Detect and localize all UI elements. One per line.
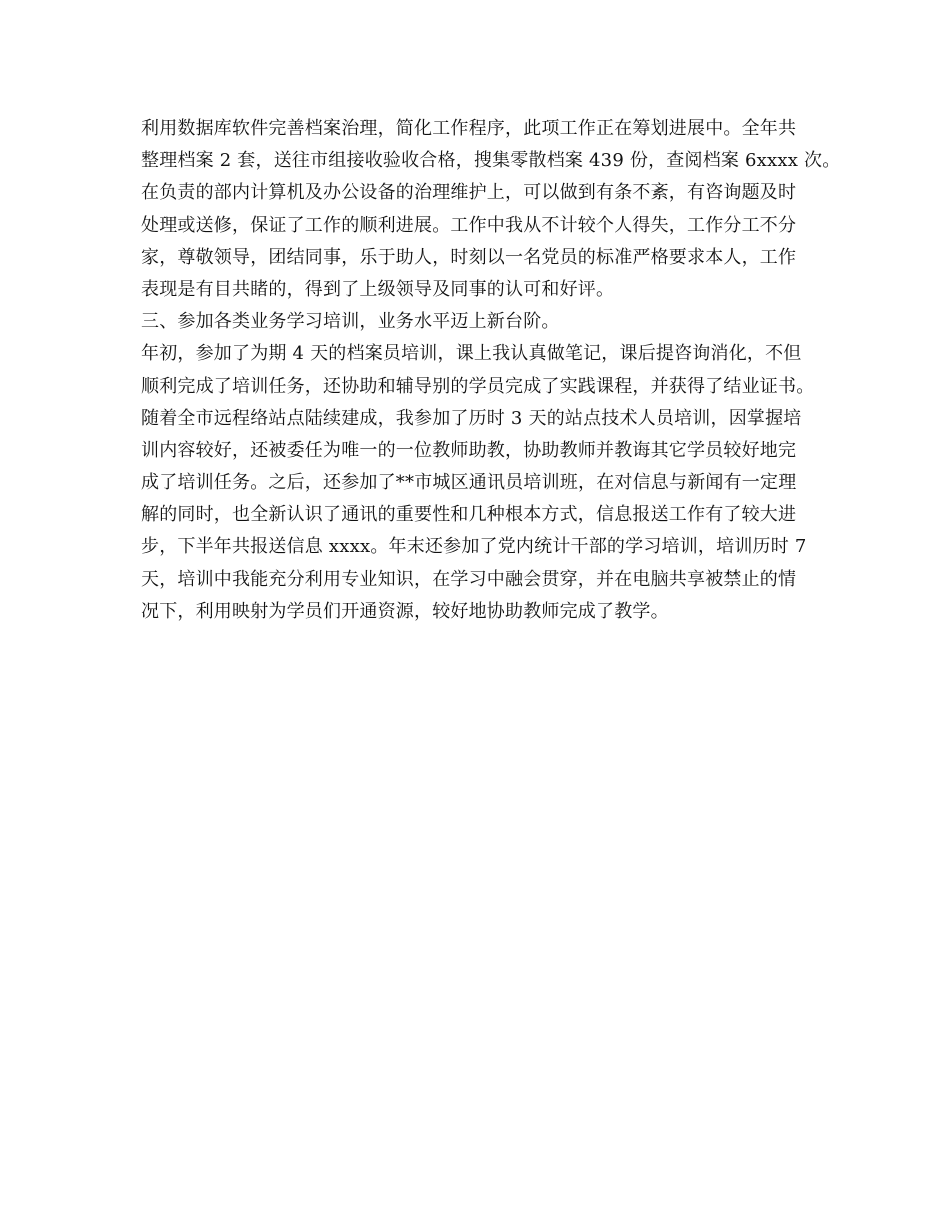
text-line: 处理或送修，保证了工作的顺利进展。工作中我从不计较个人得失，工作分工不分 — [141, 214, 797, 236]
text-line: 天，培训中我能充分利用专业知识，在学习中融会贯穿，并在电脑共享被禁止的情 — [141, 568, 797, 590]
text-line: 况下，利用映射为学员们开通资源，较好地协助教师完成了教学。 — [141, 600, 669, 622]
text-line: 随着全市远程络站点陆续建成，我参加了历时 3 天的站点技术人员培训，因掌握培 — [141, 407, 802, 429]
text-line: 在负责的部内计算机及办公设备的治理维护上，可以做到有条不紊，有咨询题及时 — [141, 182, 797, 204]
text-line: 利用数据库软件完善档案治理，简化工作程序，此项工作正在筹划进展中。全年共 — [141, 118, 797, 139]
text-line: 整理档案 2 套，送往市组接收验收合格，搜集零散档案 439 份，查阅档案 6xxxx 次。 — [141, 150, 841, 172]
body-text — [141, 113, 841, 628]
text-line: 步，下半年共报送信息 xxxx。年末还参加了党内统计干部的学习培训，培训历时 7 — [141, 536, 807, 558]
text-line: 表现是有目共睹的，得到了上级领导及同事的认可和好评。 — [141, 278, 615, 300]
section-heading: 三、参加各类业务学习培训，业务水平迈上新台阶。 — [141, 311, 560, 333]
text-line: 训内容较好，还被委任为唯一的一位教师助教，协助教师并教诲其它学员较好地完 — [141, 439, 797, 461]
text-line: 年初，参加了为期 4 天的档案员培训，课上我认真做笔记，课后提咨询消化，不但 — [141, 343, 802, 365]
text-line: 顺利完成了培训任务，还协助和辅导别的学员完成了实践课程，并获得了结业证书。 — [141, 375, 815, 397]
text-line: 成了培训任务。之后，还参加了**市城区通讯员培训班，在对信息与新闻有一定理 — [141, 472, 797, 494]
text-line: 解的同时，也全新认识了通讯的重要性和几种根本方式，信息报送工作有了较大进 — [141, 504, 797, 526]
text-line: 家，尊敬领导，团结同事，乐于助人，时刻以一名党员的标准严格要求本人，工作 — [141, 246, 797, 268]
